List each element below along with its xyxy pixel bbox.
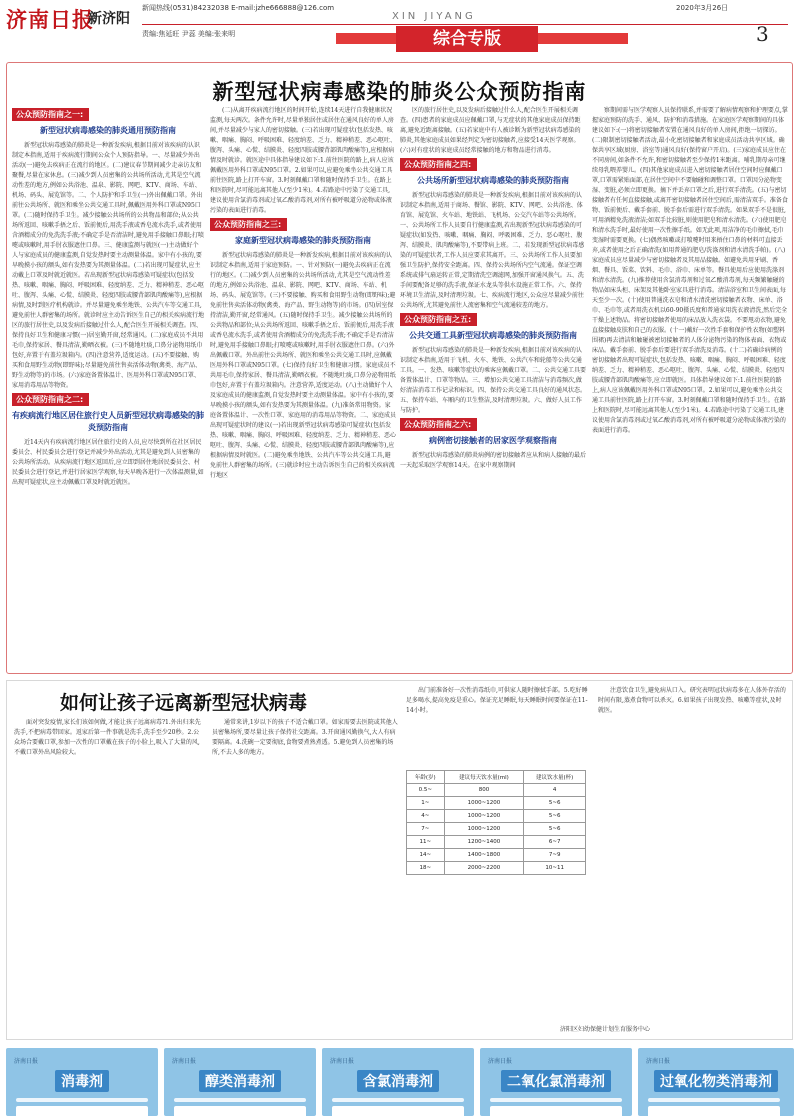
news-hotline: 新闻热线(0531)84232038 E-mail:jzhe666888@126.com — [142, 4, 335, 12]
card-org: 济南日报 — [646, 1058, 671, 1065]
card-divider — [16, 1098, 148, 1102]
card-body — [490, 1106, 622, 1116]
table-row — [407, 849, 586, 862]
card-title-wrap — [480, 1070, 632, 1092]
table-header: 建议每天饮水量(ml) — [444, 771, 524, 784]
table-cell: 1~ — [407, 797, 445, 810]
card-body — [332, 1106, 464, 1116]
article-column-4 — [592, 106, 788, 672]
table-cell: 1000~1200 — [444, 823, 524, 836]
table-cell: 7~ — [407, 823, 445, 836]
table-cell: 1000~1200 — [444, 810, 524, 823]
body-text: 注意饮食卫生,避免病从口入。研究表明冠状病毒多在人体外存活的时间有限,蒸煮食物可以杀灭。6.如果孩子出现发热、咳嗽等症状,及时就医。 — [598, 687, 786, 714]
body-text: 新型冠状病毒感染的肺炎是一种新发疾病,根据目前对该疾病的认识制定本指南,适用于商场、餐馆、影院、KTV、网吧、公共浴池、体育馆、展览馆、火车站、地铁站、飞机场、公交汽车站等公共场所。一、公共场所工作人员要自行健康监测,若出现新型冠状病毒感染的可疑症状(如发热、咳嗽、咽痛、胸闷、呼吸困难、乏力、恶心呕吐、腹泻、结膜炎、肌肉酸痛等),不要带病上班。二、若发现新型冠状病毒感染的可疑症状者,工作人员应要求其离开。三、公共场所工作人员要加强卫生防护,保持安全距离。四、保持公共场所内空气流通。保证空调系统或排气扇运转正常,定期清洗空调滤网,加强开窗通风换气。五、洗手间要配备足够的洗手液,保证水龙头等供水设施正常工作。六、保持环境卫生清洁,及时清理垃圾。七、疾病流行地区,公众应尽量减少前往公共场所,尤其避免前往人流密集和空气流通较差的地方。 — [400, 192, 585, 309]
section-label: 公众预防指南之四: — [400, 158, 477, 171]
section-heading: 新型冠状病毒感染的肺炎通用预防指南 — [40, 126, 176, 135]
table-cell: 1000~1200 — [444, 797, 524, 810]
card-divider — [648, 1098, 780, 1102]
table-cell: 7~9 — [524, 849, 586, 862]
header-rule — [142, 24, 788, 25]
article2-column-3 — [406, 686, 592, 766]
article-column-2 — [210, 106, 396, 672]
body-text: 面对突发疫情,家长们该如何做,才能让孩子远离病毒?1.外出归来先洗手,不把病毒带回家。返家后第一件事就是洗手,洗手至少20秒。2.公众场合要戴口罩,参加一次性的口罩戴在孩子的小脸上,吸入了大量的风,不戴口罩外出风险较大。 — [14, 719, 201, 756]
disinfectant-card — [164, 1048, 316, 1116]
table-cell: 2000~2200 — [444, 862, 524, 875]
table-cell: 4~ — [407, 810, 445, 823]
table-cell: 6~7 — [524, 836, 586, 849]
card-divider — [332, 1098, 464, 1102]
disinfectant-card — [638, 1048, 794, 1116]
card-body — [648, 1106, 780, 1116]
card-title-wrap — [164, 1070, 316, 1092]
article2-title: 如何让孩子远离新型冠状病毒 — [60, 692, 308, 714]
brand-wordmark: XIN JIYANG — [392, 11, 476, 22]
table-cell: 10~11 — [524, 862, 586, 875]
table-cell: 5~6 — [524, 823, 586, 836]
section-heading: 公共交通工具新型冠状病毒感染的肺炎预防指南 — [409, 331, 577, 340]
section-title: 综合专版 — [396, 26, 538, 52]
section-label: 公众预防指南之五: — [400, 313, 477, 326]
table-row — [407, 810, 586, 823]
table-header: 年龄(岁) — [407, 771, 445, 784]
editor-credits: 责编:焦延旺 尹蕊 美编:张来明 — [142, 30, 236, 38]
card-title-wrap — [638, 1070, 794, 1092]
disinfectant-card — [6, 1048, 158, 1116]
card-title: 醇类消毒剂 — [199, 1070, 281, 1092]
table-header-row — [407, 771, 586, 784]
table-cell: 5~6 — [524, 797, 586, 810]
body-text: 近14天内有疾病流行地区居住旅行史的人员,应尽快到所在社区居民委员会、村民委员会进行登记并减少外出活动,尤其是避免到人员密集的公共场所活动。从疾病流行地区返回后,应立即到居住地居民委员会、村民委员会进行登记,并进行居家医学观察,每天早晚各进行一次体温测量,如出现可疑症状,应主动佩戴口罩及时就近就医。 — [12, 439, 204, 486]
card-org: 济南日报 — [488, 1058, 513, 1065]
body-text: 通常来讲,1岁以下的孩子不适合戴口罩。如家需要去医院或其他人员密集场所,要尽量让孩子保持社交距离。3.开窗通风勤换气,大人有病要隔离。4.洗碗一定要彻底,食物要煮熟煮透。5.避免到人员密集的场所,不去人多的地方。 — [212, 719, 398, 756]
card-divider — [490, 1098, 622, 1102]
water-intake-table — [406, 770, 586, 875]
section-banner-left — [336, 33, 402, 44]
body-text: 出门前准备好一次性消毒纸巾,可供家人随时擦拭手部。5.吃好睡足多喝水,提高免疫是重心。保证充足睡眠,每天睡眠时间要保证在11-14小时。 — [406, 687, 588, 714]
card-title: 含氯消毒剂 — [357, 1070, 439, 1092]
article2-column-4 — [598, 686, 786, 1022]
section-heading: 病例密切接触者的居家医学观察指南 — [429, 436, 557, 445]
section-banner-right — [538, 33, 628, 44]
section-label: 公众预防指南之二: — [12, 393, 89, 406]
section-label: 公众预防指南之六: — [400, 418, 477, 431]
card-org: 济南日报 — [330, 1058, 355, 1065]
section-heading: 家庭新型冠状病毒感染的肺炎预防指南 — [235, 236, 371, 245]
article2-column-1 — [14, 718, 204, 1024]
table-cell: 4 — [524, 784, 586, 797]
table-row — [407, 797, 586, 810]
card-org: 济南日报 — [14, 1058, 39, 1065]
card-divider — [174, 1098, 306, 1102]
article-column-1 — [12, 106, 204, 672]
card-title: 二氧化氯消毒剂 — [501, 1070, 611, 1092]
table-row — [407, 862, 586, 875]
body-text: 新型冠状病毒感染的肺炎是一种新发疾病,根据目前对该疾病的认识制定本指南,适用于家庭预防。一、针对预防(一)避免去疾病正在流行的地区。(二)减少到人员密集的公共场所活动,尤其是空气流动性差的地方,例如公共浴池、温泉、影院、网吧、KTV、商场、车站、机场、码头、展览馆等。(三)不要接触、购买和食用野生动物(即野味);避免前往售卖活体动物(禽类、海产品、野生动物等)的市场。(四)居室保持清洁,勤开窗,经常通风。(五)随时保持手卫生。减少接触公共场所的公共物品和部位;从公共场所返回、咳嗽手捂之后、饭前便后,用洗手液或香皂流水洗手,或者使用含酒精成分的免洗洗手液;不确定手是否清洁时,避免用手接触口鼻眼;打喷嚏或咳嗽时,用手肘衣服遮住口鼻。(六)外出佩戴口罩。外出前往公共场所、就医和乘坐公共交通工具时,应佩戴医用外科口罩或N95口罩。(七)保持良好卫生和健康习惯。家庭成员不共用毛巾,保持家居、餐具清洁,勤晒衣被。不随地吐痰,口鼻分泌物用纸巾包好,弃置于有盖垃圾箱内。注意营养,适度运动。(八)主动做好个人及家庭成员的健康监测,自觉发热时要主动测量体温。家中有小孩的,要早晚摸小孩的额头,如有发热要为其测量体温。(九)准备常用物资。家庭备置体温计、一次性口罩、家庭用的消毒用品等物资。二、家庭成员出现可疑症状时的建议(一)若出现新型冠状病毒感染可疑症状(包括发热、咳嗽、咽痛、胸闷、呼吸困难、轻度纳差、乏力、精神稍差、恶心呕吐、腹泻、头痛、心慌、结膜炎、轻度四肢或腰背部肌肉酸痛等),应根据病情及时就医。(二)避免乘坐地铁、公共汽车等公共交通工具,避免前往人群密集的场所。(三)就诊时应主动告诉医生自己的相关疾病流行地区 — [210, 252, 396, 479]
article-title: 新型冠状病毒感染的肺炎公众预防指南 — [212, 79, 587, 104]
table-row — [407, 823, 586, 836]
masthead-edition: 新济阳 — [88, 11, 130, 27]
table-cell: 0.5~ — [407, 784, 445, 797]
card-title: 过氧化物类消毒剂 — [654, 1070, 778, 1092]
article2-column-2 — [212, 718, 398, 1024]
table-cell: 14~ — [407, 849, 445, 862]
body-text: 察期间需与医学观察人员保持联系,并需要了解病情观察和护理要点,掌握家庭预防的洗手、通风、防护和消毒措施。在家庭医学观察期间的具体建议如下:(一)将密切接触者安置在通风良好的单人房间,拒绝一切探访。(二)限制密切接触者活动,最小化密切接触者和家庭成员活动共享区域。确保共享区域(厨房、浴室等)通风良好(保持窗户开启)。(三)家庭成员应住在不同房间,如条件不允许,和密切接触者至少保持1米距离。哺乳期母亲可继续母乳喂养婴儿。(四)其他家庭成员进入密切接触者居住空间时应佩戴口罩,口罩需紧贴面部,在居住空间中不要触碰和调整口罩。口罩因分泌物变湿、变脏,必须立即更换。摘下并丢弃口罩之后,进行双手清洗。(五)与密切接触者有任何直接接触,或离开密切接触者居住空间后,需清洁双手。准备食物、饭前便后、戴手套前、脱手套后需进行双手清洗。如果双手不是很脏,可用酒精免洗液清洁;如双手比较脏,则使用肥皂和清水清洗。(六)使用肥皂和清水洗手时,最好使用一次性擦手纸。如无此项,用洁净的毛巾擦拭,毛巾变湿时需要更换。(七)偶然咳嗽或打喷嚏时用来捂住口鼻的材料可直接丢弃,或者使用之后正确清洗(如用普通的肥皂/洗涤剂和清水清洗手帕)。(八)家庭成员应尽量减少与密切接触者及其用品接触。如避免共用牙刷、香烟、餐具、饭菜、饮料、毛巾、浴巾、床单等。餐具使用后应使用洗涤剂和清水清洗。(九)推荐使用含氯消毒剂和过氧乙酸消毒剂,每天频繁触碰的物品如床头柜、床架及其他卧室家具进行消毒。清洁浴室和卫生间表面,每天至少一次。(十)使用普通洗衣皂和清水清洗密切接触者衣物、床单、浴巾、毛巾等,或者用洗衣机以60-90摄氏度和普通家用洗衣液清洗,然后完全干燥上述物品。将密切接触者使用的床品放入洗衣袋。不要甩动衣物,避免直接接触皮肤和自己的衣服。(十一)戴好一次性手套和保护性衣物(如塑料围裙)再去清洁和触碰被密切接触者的人体分泌物污染的物体表面、衣物或床品。戴手套前、脱手套后要进行双手清洗及消毒。(十二)若确诊病例的密切接触者出现可疑症状,包括发热、咳嗽、咽痛、胸闷、呼吸困难、轻度纳差、乏力、精神稍差、恶心呕吐、腹泻、头痛、心慌、结膜炎、轻度四肢或腰背部肌肉酸痛等,应立即就医。具体指导建议如下:1.前往医院的路上,病人应该佩戴医用外科口罩或N95口罩。2.如果可以,避免乘坐公共交通工具前往医院,路上打开车窗。3.时刻佩戴口罩和随时保持手卫生。在路上和医院时,尽可能远离其他人(至少1米)。4.若路途中污染了交通工具,建议使用含氯消毒剂或过氧乙酸消毒剂,对所有被呼吸道分泌物或体液污染的表面进行消毒。 — [592, 107, 788, 434]
masthead-logo: 济南日报 — [6, 7, 94, 32]
card-org: 济南日报 — [172, 1058, 197, 1065]
body-text: (二)从离开疾病流行地区的时间开始,连续14天进行自我健康状况监测,每天两次。条件允许时,尽量单独居住或居住在通风良好的单人房间,并尽量减少与家人的密切接触。(三)若出现可疑症状(包括发热、咳嗽、咽痛、胸闷、呼吸困难、轻度纳差、乏力、精神稍差、恶心呕吐、腹泻、头痛、心慌、结膜炎、轻度四肢或腰背部肌肉酸痛等),应根据病情及时就诊。就医途中具体指导建议如下:1.前往医院的路上,病人应该佩戴医用外科口罩或N95口罩。2.如果可以,应避免乘坐公共交通工具前往医院,路上打开车窗。3.时刻佩戴口罩和随时保持手卫生。在路上和医院时,尽可能远离其他人(至少1米)。4.若路途中污染了交通工具,建议使用含氯消毒剂或过氧乙酸消毒剂,对所有被呼吸道分泌物或体液污染的表面进行消毒。 — [210, 107, 396, 214]
section-label: 公众预防指南之一: — [12, 108, 89, 121]
card-title: 消毒剂 — [55, 1070, 109, 1092]
table-cell: 18~ — [407, 862, 445, 875]
table-row — [407, 836, 586, 849]
article-column-3 — [400, 106, 586, 672]
section-heading: 公共场所新型冠状病毒感染的肺炎预防指南 — [417, 176, 569, 185]
table-cell: 11~ — [407, 836, 445, 849]
body-text: 新型冠状病毒感染的肺炎病例的密切接触者应从和病人接触的最后一天起采取医学观察14天。在家中观察期间 — [400, 452, 586, 469]
article2-credit: 济阳区妇幼保健计划生育服务中心 — [560, 1026, 651, 1033]
disinfectant-card — [322, 1048, 474, 1116]
page-number: 3 — [756, 22, 769, 46]
table-cell: 1400~1800 — [444, 849, 524, 862]
card-title-wrap — [322, 1070, 474, 1092]
disinfectant-card — [480, 1048, 632, 1116]
section-heading: 有疾病流行地区居住旅行史人员新型冠状病毒感染的肺炎预防指南 — [12, 411, 204, 432]
card-body — [174, 1106, 306, 1116]
table-cell: 800 — [444, 784, 524, 797]
table-cell: 5~6 — [524, 810, 586, 823]
section-label: 公众预防指南之三: — [210, 218, 287, 231]
card-title-wrap — [6, 1070, 158, 1092]
table-cell: 1200~1400 — [444, 836, 524, 849]
card-body — [16, 1106, 148, 1116]
body-text: 新型冠状病毒感染的肺炎是一种新发疾病,根据目前对该疾病的认识制定本指南,适用于飞机、火车、地铁、公共汽车和轮船等公共交通工具。一、发热、咳嗽等症状的乘客应佩戴口罩。二、公共交通工具要备置体温计、口罩等物品。三、增加公共交通工具清洁与消毒频次,做好清洁消毒工作记录和标识。四、保持公共交通工具良好的通风状态。五、保持车站、车厢内的卫生整洁,及时清理垃圾。六、做好人员工作与防护。 — [400, 347, 586, 414]
table-header: 建议饮水量(杯) — [524, 771, 586, 784]
issue-date: 2020年3月26日 — [676, 4, 729, 12]
body-text: 新型冠状病毒感染的肺炎是一种新发疾病,根据目前对该疾病的认识制定本指南,适用于疾病流行期间公众个人预防指导。一、尽量减少外出活动(一)避免去疾病正在流行的地区。(二)建议春节期间减少走亲访友和聚餐,尽量在家休息。(三)减少到人员密集的公共场所活动,尤其是空气流动性差的地方,例如公共浴池、温泉、影院、网吧、KTV、商场、车站、机场、码头、展览馆等。二、个人防护和手卫生(一)外出佩戴口罩。外出前往公共场所、就医和乘坐公共交通工具时,佩戴医用外科口罩或N95口罩。(二)随时保持手卫生。减少接触公共场所的公共物品和部位;从公共场所返回、咳嗽手捂之后、饭前便后,用洗手液或香皂流水洗手,或者使用含酒精成分的免洗洗手液;不确定手是否清洁时,避免用手接触口鼻眼;打喷嚏或咳嗽时,用手肘衣服遮住口鼻。三、健康监测与就医(一)主动做好个人与家庭成员的健康监测,自觉发热时要主动测量体温。家中有小孩的,要早晚摸小孩的额头,如有发热要为其测量体温。(二)若出现可疑症状,应主动戴上口罩及时就近就医。若出现新型冠状病毒感染可疑症状(包括发热、咳嗽、咽痛、胸闷、呼吸困难、轻度纳差、乏力、精神稍差、恶心呕吐、腹泻、头痛、心慌、结膜炎、轻度四肢或腰背部肌肉酸痛等),应根据病情,及时到医疗机构就诊。并尽量避免乘坐地铁、公共汽车等交通工具,避免前往人群密集的场所。就诊时应主动告诉医生自己的相关疾病流行地区的旅行居住史,以及发病后接触过什么人,配合医生开展相关调查。四、保持良好卫生和健康习惯(一)居室勤开窗,经常通风。(二)家庭成员不共用毛巾,保持家居、餐具清洁,勤晒衣被。(三)不随地吐痰,口鼻分泌物用纸巾包好,弃置于有盖垃圾箱内。(四)注意营养,适度运动。(五)不要接触、购买和食用野生动物(即野味);尽量避免前往售卖活体动物(禽类、海产品、野生动物等)的市场。(六)家庭备置体温计、医用外科口罩或N95口罩、家用消毒用品等物资。 — [12, 142, 204, 389]
table-row — [407, 784, 586, 797]
body-text: 区的旅行居住史,以及发病后接触过什么人,配合医生开展相关调查。(四)患者的家庭成员应佩戴口罩,与无症状的其他家庭成员保持距离,避免近距离接触。(五)若家庭中有人被诊断为新型冠状病毒感染的肺炎,其他家庭成员如果经判定为密切接触者,应接受14天医学观察。(六)对有症状的家庭成员经常接触的地方和物品进行消毒。 — [400, 107, 581, 154]
